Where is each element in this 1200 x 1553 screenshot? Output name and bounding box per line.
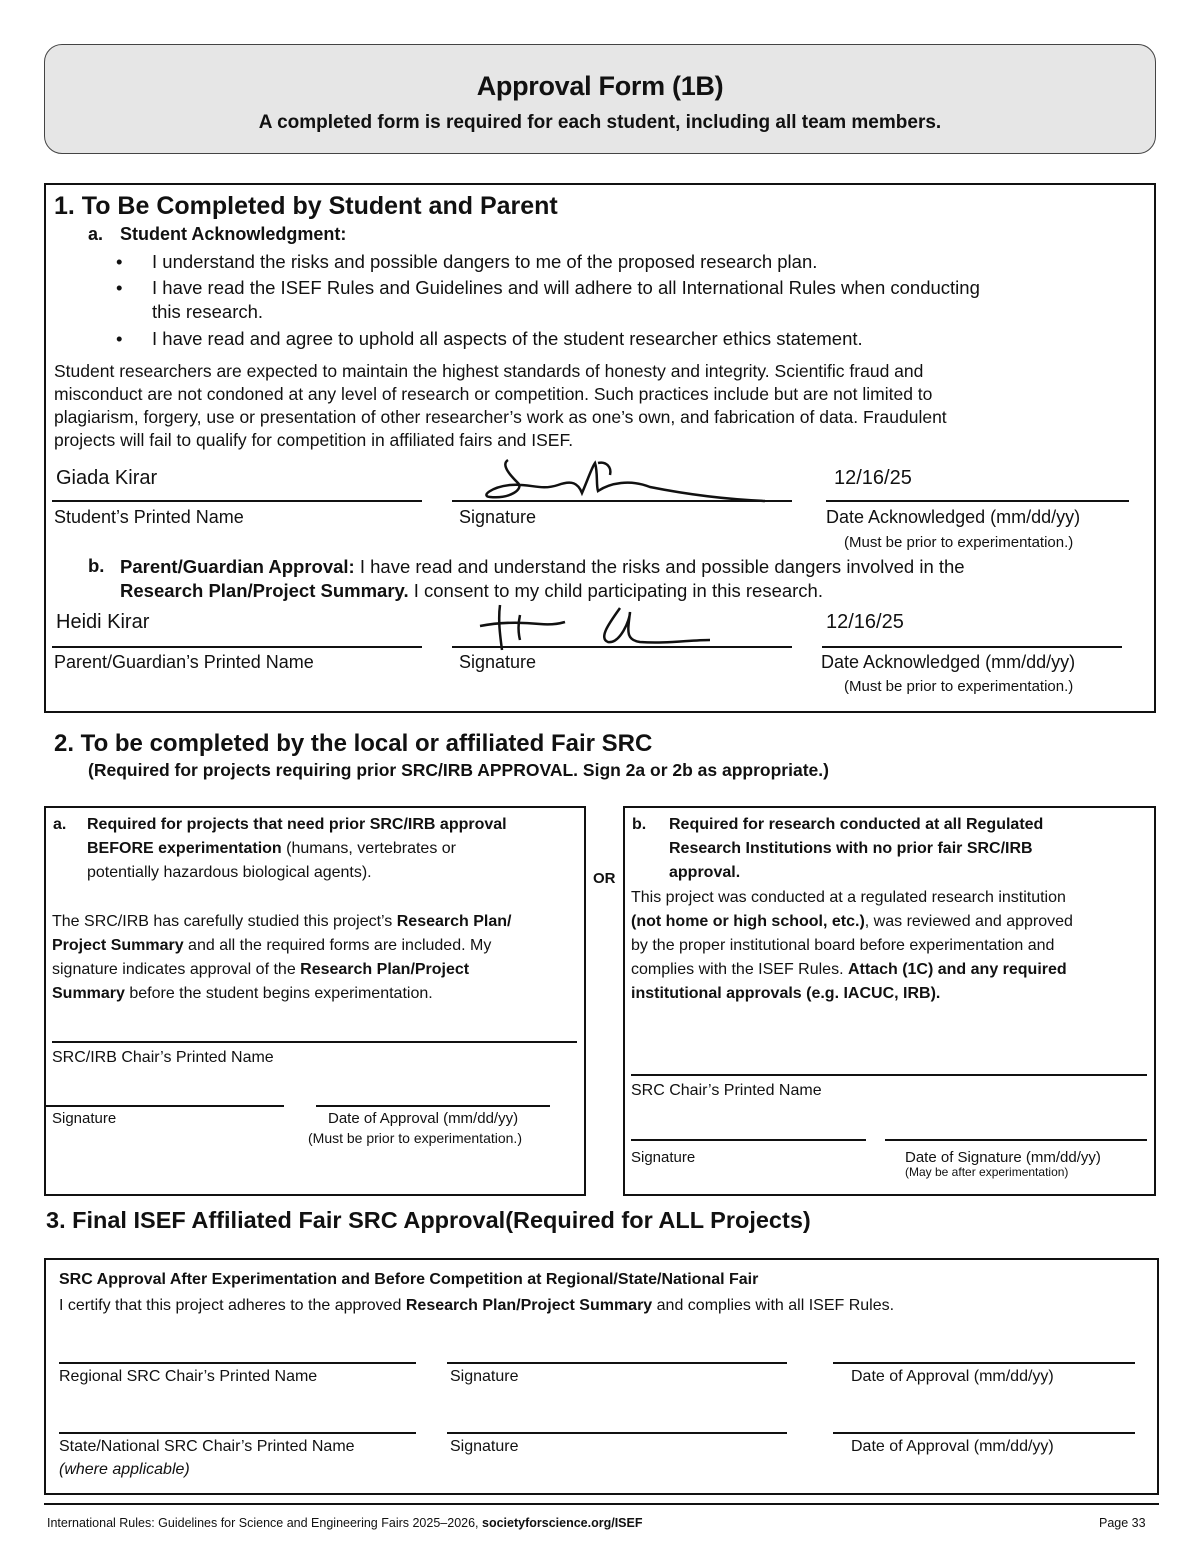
footer-link[interactable]: societyforscience.org/ISEF: [482, 1516, 643, 1530]
section2a-date-label: Date of Approval (mm/dd/yy): [328, 1110, 519, 1127]
section2a-p1-bold: Research Plan/: [396, 913, 512, 930]
certify-text-c: and complies with all ISEF Rules.: [652, 1297, 895, 1314]
page-number: Page 33: [1099, 1516, 1146, 1530]
parent-date-field[interactable]: 12/16/25: [826, 611, 904, 633]
parent-printed-name-field[interactable]: Heidi Kirar: [56, 611, 150, 633]
section2a-marker: a.: [53, 816, 67, 833]
section2b-bold1: Required for research conducted at all Regulated: [669, 816, 1044, 833]
student-signature[interactable]: [480, 455, 770, 505]
student-date-field[interactable]: 12/16/25: [834, 467, 912, 489]
state-chair-note: (where applicable): [59, 1461, 190, 1478]
section2b-p4: [631, 958, 1067, 982]
section2a-sig-label: Signature: [52, 1110, 117, 1127]
section1a-marker: a.: [88, 224, 104, 244]
underline: [46, 1105, 284, 1107]
form-subtitle: A completed form is required for each student, including all team members.: [258, 112, 942, 133]
section1b-text2: I consent to my child participating in this research.: [408, 580, 823, 601]
section2a-p3-text: signature indicates approval of the: [52, 961, 301, 978]
certify-text-a: I certify that this project adheres to the approved: [59, 1297, 406, 1314]
footer-text: [47, 1516, 642, 1530]
section2b-p1: This project was conducted at a regulated research institution: [631, 889, 1066, 906]
student-printed-name-field[interactable]: Giada Kirar: [56, 467, 158, 489]
underline: [631, 1074, 1147, 1076]
section2a-p2-bold: Project Summary: [52, 937, 184, 954]
section2b-p4-bold: Attach (1C) and any required: [847, 961, 1067, 978]
section2a-p3: [52, 958, 469, 982]
bullet-dot: •: [116, 251, 123, 272]
src-irb-chair-label: SRC/IRB Chair’s Printed Name: [52, 1049, 274, 1066]
underline: [826, 500, 1129, 502]
section2b-date-label: Date of Signature (mm/dd/yy): [905, 1149, 1101, 1166]
underline: [885, 1139, 1147, 1141]
ethics-line: Student researchers are expected to maintain the highest standards of honesty and integrity. Scientific fraud and: [54, 361, 924, 381]
certify-bold: Research Plan/Project Summary: [405, 1297, 653, 1314]
underline: [59, 1432, 416, 1434]
form-header: [44, 44, 1156, 154]
section2b-p5: institutional approvals (e.g. IACUC, IRB).: [631, 985, 941, 1002]
signature-label: Signature: [459, 652, 537, 672]
section1b-text1: I have read and understand the risks and possible dangers involved in the: [354, 556, 965, 577]
bullet-dot: •: [116, 328, 123, 349]
underline: [52, 646, 422, 648]
underline: [822, 646, 1122, 648]
section1b-text-line2: [120, 579, 823, 602]
underline: [59, 1362, 416, 1364]
state-date-label: Date of Approval (mm/dd/yy): [851, 1438, 1054, 1455]
underline: [52, 500, 422, 502]
underline: [52, 1041, 577, 1043]
section2a-p4-bold: Summary: [52, 985, 125, 1002]
underline: [833, 1432, 1135, 1434]
section1a-heading: Student Acknowledgment:: [120, 224, 347, 244]
student-signature-image: [480, 455, 770, 505]
section2a-p2: [52, 934, 491, 958]
ethics-line: misconduct are not condoned at any level of research or competition. Such practices include but are not limited to: [54, 384, 933, 404]
underline: [447, 1432, 787, 1434]
bullet-dot: •: [116, 277, 123, 298]
date-ack-label: Date Acknowledged (mm/dd/yy): [821, 652, 1076, 672]
section2a-p2-text: and all the required forms are included. My: [183, 937, 492, 954]
section2b-bold3: approval.: [669, 864, 741, 881]
section2a-p1-text: The SRC/IRB has carefully studied this project’s: [52, 913, 397, 930]
section3-heading: 3. Final ISEF Affiliated Fair SRC Approval(Required for ALL Projects): [46, 1207, 811, 1233]
section2a-line2: [87, 837, 456, 861]
bullet-1: I understand the risks and possible dangers to me of the proposed research plan.: [152, 251, 818, 272]
section3-box-title: SRC Approval After Experimentation and Before Competition at Regional/State/National Fair: [59, 1271, 759, 1288]
section1-heading: 1. To Be Completed by Student and Parent: [54, 192, 558, 220]
section2b-p2: [631, 910, 1073, 934]
underline: [447, 1362, 787, 1364]
parent-signature-image: [480, 600, 740, 660]
section2a-text2: (humans, vertebrates or: [281, 840, 456, 857]
section2b-sig-label: Signature: [631, 1149, 696, 1166]
section2b-p2-bold: (not home or high school, etc.): [631, 913, 865, 930]
signature-label: Signature: [459, 507, 537, 527]
ethics-line: plagiarism, forgery, use or presentation of other researcher’s work as one’s own, and fabrication of data. Fraudulent: [54, 407, 947, 427]
section2a-p4-text: before the student begins experimentation.: [124, 985, 433, 1002]
prior-note: (Must be prior to experimentation.): [844, 678, 1074, 695]
student-name-label: Student’s Printed Name: [54, 507, 244, 527]
section3-certify: [59, 1294, 894, 1318]
regional-chair-label: Regional SRC Chair’s Printed Name: [59, 1368, 318, 1385]
section1b-marker: b.: [88, 555, 105, 576]
section2a-p3-bold: Research Plan/Project: [300, 961, 470, 978]
section2a-bold1: Required for projects that need prior SRC/IRB approval: [87, 816, 507, 833]
form-title: Approval Form (1B): [476, 71, 724, 101]
section2a-p1: [52, 910, 511, 934]
section2a-p4: [52, 982, 433, 1006]
underline: [833, 1362, 1135, 1364]
footer-rule: [44, 1503, 1159, 1505]
state-sig-label: Signature: [450, 1438, 519, 1455]
regional-sig-label: Signature: [450, 1368, 519, 1385]
parent-signature[interactable]: [480, 600, 740, 660]
section1b-text: [120, 555, 965, 578]
section2b-date-note: (May be after experimentation): [905, 1165, 1069, 1179]
section2a-text3: potentially hazardous biological agents).: [87, 864, 372, 881]
section2b-p2-text: , was reviewed and approved: [864, 913, 1073, 930]
footer-left: International Rules: Guidelines for Science and Engineering Fairs 2025–2026,: [47, 1516, 482, 1530]
section2b-p3: by the proper institutional board before experimentation and: [631, 937, 1055, 954]
bullet-2: I have read the ISEF Rules and Guidelines and will adhere to all International Rules when conducting: [152, 277, 980, 298]
section2b-bold2: Research Institutions with no prior fair SRC/IRB: [669, 840, 1033, 857]
section2a-date-note: (Must be prior to experimentation.): [308, 1130, 522, 1146]
section2a-bold2: BEFORE experimentation: [87, 840, 282, 857]
section1b-bold: Parent/Guardian Approval:: [120, 556, 355, 577]
state-chair-label: State/National SRC Chair’s Printed Name: [59, 1438, 355, 1455]
parent-name-label: Parent/Guardian’s Printed Name: [54, 652, 314, 672]
underline: [631, 1139, 866, 1141]
underline: [316, 1105, 550, 1107]
src-chair-label: SRC Chair’s Printed Name: [631, 1082, 822, 1099]
ethics-line: projects will fail to qualify for competition in affiliated fairs and ISEF.: [54, 430, 574, 450]
section2b-marker: b.: [632, 816, 647, 833]
or-label: OR: [593, 870, 616, 887]
section2-subheading: (Required for projects requiring prior SRC/IRB APPROVAL. Sign 2a or 2b as appropriate.): [88, 760, 829, 780]
bullet-2-cont: this research.: [152, 301, 264, 322]
section1b-bold2: Research Plan/Project Summary.: [120, 580, 409, 601]
prior-note: (Must be prior to experimentation.): [844, 534, 1074, 551]
section2b-p4-text: complies with the ISEF Rules.: [631, 961, 848, 978]
bullet-3: I have read and agree to uphold all aspects of the student researcher ethics statement.: [152, 328, 863, 349]
date-ack-label: Date Acknowledged (mm/dd/yy): [826, 507, 1081, 527]
regional-date-label: Date of Approval (mm/dd/yy): [851, 1368, 1054, 1385]
section2-heading: 2. To be completed by the local or affiliated Fair SRC: [54, 730, 653, 757]
